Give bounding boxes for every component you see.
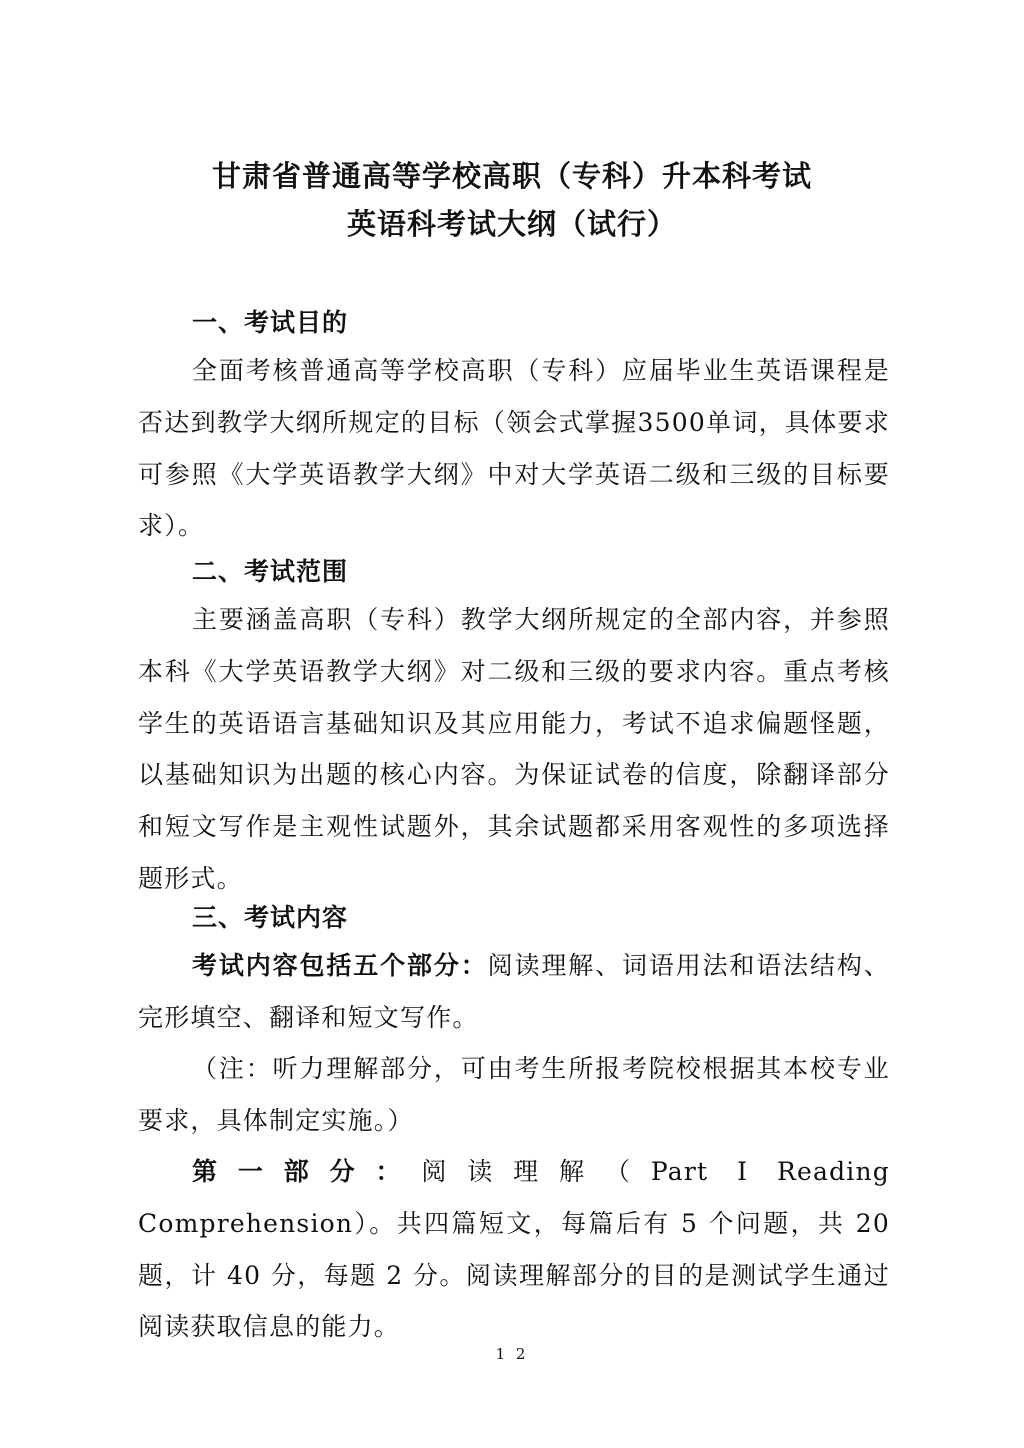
page-number: 1 2 — [495, 1345, 529, 1363]
paragraph-exam-content — [138, 940, 890, 1044]
paragraph-exam-scope: 主要涵盖高职（专科）教学大纲所规定的全部内容，并参照本科《大学英语教学大纲》对二级和三级的要求内容。重点考核学生的英语语言基础知识及其应用能力，考试不追求偏题怪题，以基础知识为出题的核心内容。为保证试卷的信度，除翻译部分和短文写作是主观性试题外，其余试题都采用客观性的多项选择题形式。 — [138, 605, 890, 893]
paragraph-part1-reading — [138, 1146, 890, 1353]
document-title-line1: 甘肃省普通高等学校高职（专科）升本科考试 — [211, 159, 812, 193]
exam-content-lead: 考试内容包括五个部分： — [192, 951, 488, 980]
part1-rest: 阅读理解（Part I Reading Comprehension）。共四篇短文，每篇后有 5 个问题，共 20 题，计 40 分，每题 2 分。阅读理解部分的目的是测试学生通过阅读获取信息的能力。 — [138, 1157, 890, 1342]
paragraph-exam-purpose: 全面考核普通高等学校高职（专科）应届毕业生英语课程是否达到教学大纲所规定的目标（领会式掌握3500单词，具体要求可参照《大学英语教学大纲》中对大学英语二级和三级的目标要求）。 — [138, 356, 890, 541]
document-title-line2: 英语科考试大纲（试行） — [346, 207, 677, 241]
section-heading-exam-purpose: 一、考试目的 — [192, 308, 349, 337]
paragraph-listening-note: （注：听力理解部分，可由考生所报考院校根据其本校专业要求，具体制定实施。） — [138, 1054, 890, 1135]
section-heading-exam-content: 三、考试内容 — [192, 903, 349, 932]
section-heading-exam-scope: 二、考试范围 — [192, 557, 349, 586]
part1-lead: 第一部分： — [192, 1157, 422, 1186]
exam-content-rest: 阅读理解、词语用法和语法结构、完形填空、翻译和短文写作。 — [138, 951, 890, 1032]
